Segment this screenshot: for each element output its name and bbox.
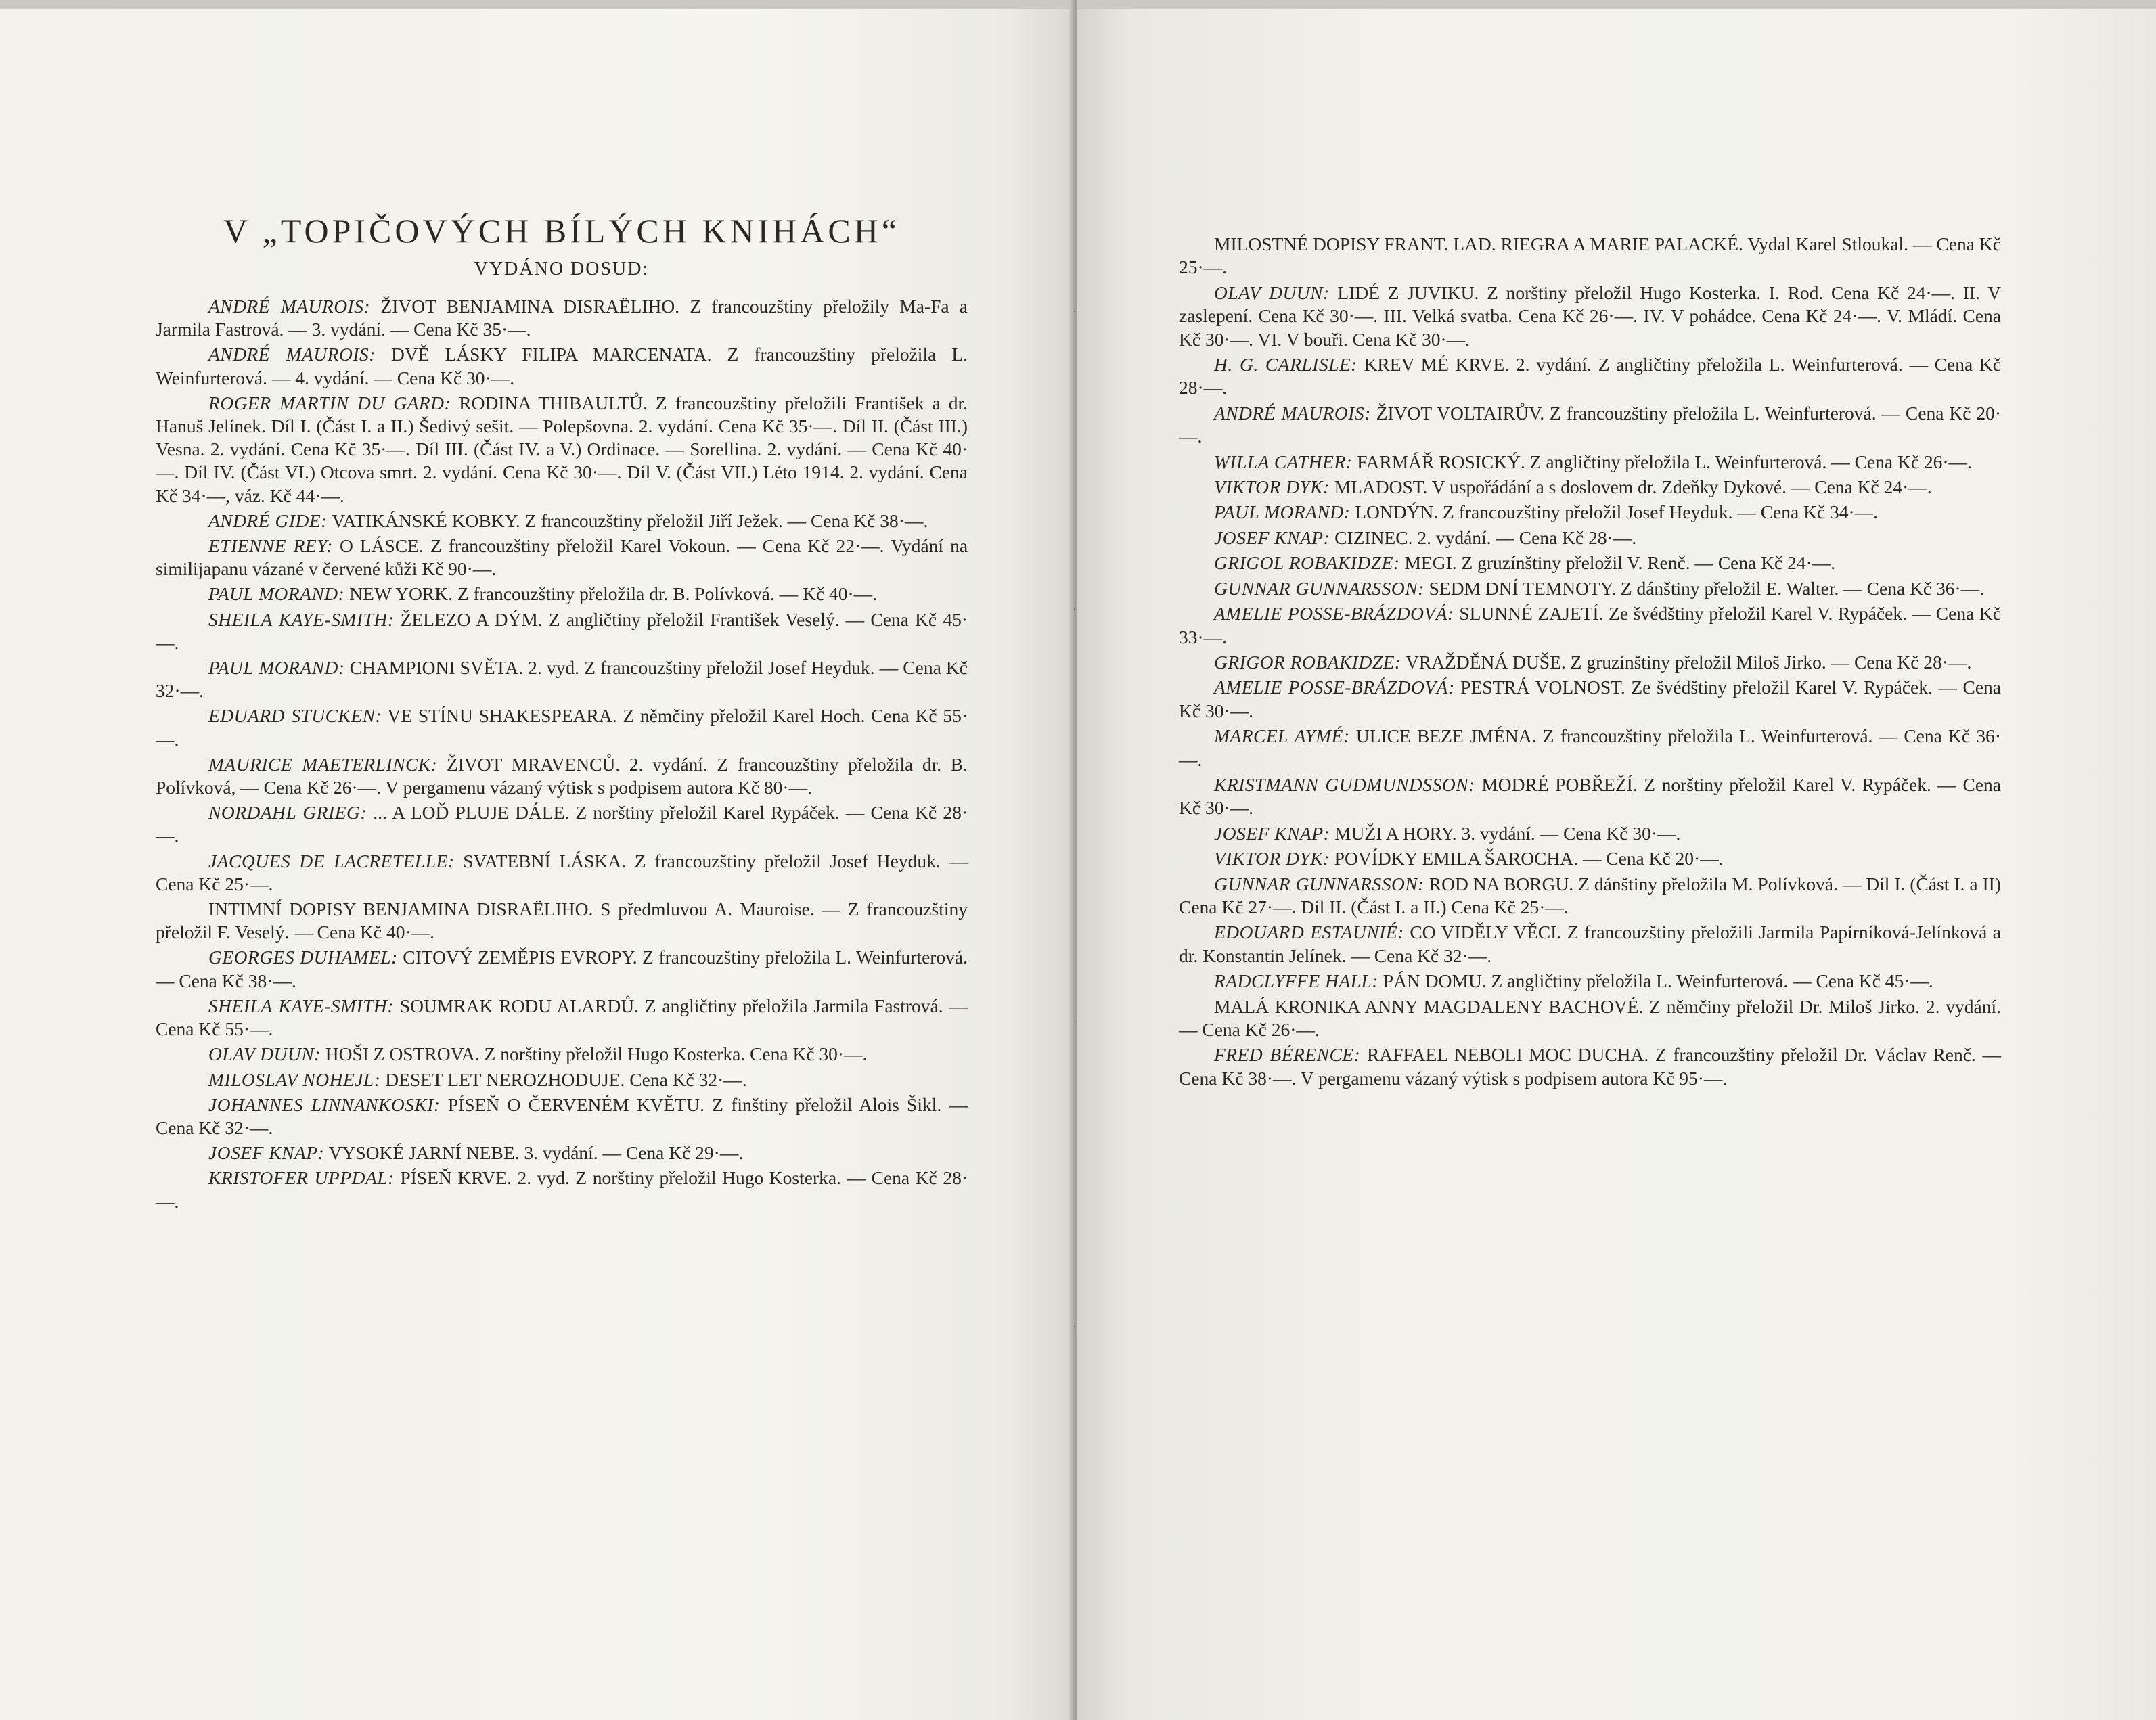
book-entry xyxy=(156,510,968,533)
book-entry xyxy=(1179,551,2001,574)
entry-author: FRED BÉRENCE: xyxy=(1214,1044,1361,1066)
book-entry xyxy=(156,1141,968,1164)
book-entry xyxy=(156,295,968,341)
book-entry xyxy=(1179,822,2001,845)
entry-text: ... A LOĎ PLUJE DÁLE. Z norštiny přeložil Karel Rypáček. — Cena Kč 28·—. xyxy=(156,802,968,846)
entry-text: FARMÁŘ ROSICKÝ. Z angličtiny přeložila L. Weinfurterová. — Cena Kč 26·—. xyxy=(1357,451,1972,472)
book-entry xyxy=(1179,501,2001,524)
entry-author: OLAV DUUN: xyxy=(208,1043,321,1065)
entry-text: MODRÉ POBŘEŽÍ. Z norštiny přeložil Karel V. Rypáček. — Cena Kč 30·—. xyxy=(1179,773,2002,819)
entry-text: ULICE BEZE JMÉNA. Z francouzštiny přeložila L. Weinfurterová. — Cena Kč 36·—. xyxy=(1179,725,2001,770)
entry-author: ANDRÉ GIDE: xyxy=(208,510,328,531)
book-entry xyxy=(156,995,968,1041)
entry-author: VIKTOR DYK: xyxy=(1214,476,1330,498)
binding-stitch: · xyxy=(1073,307,1077,317)
entry-text: HOŠI Z OSTROVA. Z norštiny přeložil Hugo Kosterka. Cena Kč 30·—. xyxy=(325,1043,868,1065)
book-entry xyxy=(156,898,968,944)
entry-text: ŽIVOT MRAVENCŮ. 2. vydání. Z francouzštiny přeložila dr. B. Polívková, — Cena Kč 26·—. V pergamenu vázaný výtisk s podpisem autora Kč 80·—. xyxy=(156,753,968,798)
entry-text: CHAMPIONI SVĚTA. 2. vyd. Z francouzštiny přeložil Josef Heyduk. — Cena Kč 32·—. xyxy=(156,657,968,702)
entry-author: KRISTOFER UPPDAL: xyxy=(208,1167,395,1189)
entry-text: DESET LET NEROZHODUJE. Cena Kč 32·—. xyxy=(385,1068,747,1090)
entry-author: ANDRÉ MAUROIS: xyxy=(208,344,376,365)
book-entry xyxy=(1179,451,2001,474)
entry-text: SLUNNÉ ZAJETÍ. Ze švédštiny přeložil Karel V. Rypáček. — Cena Kč 33·—. xyxy=(1179,603,2001,648)
book-entry xyxy=(1179,773,2001,820)
book-entry xyxy=(156,583,968,606)
book-entry xyxy=(1179,725,2001,771)
right-page xyxy=(1077,0,2156,1720)
entry-author: AMELIE POSSE-BRÁZDOVÁ: xyxy=(1214,677,1455,698)
entry-text: RAFFAEL NEBOLI MOC DUCHA. Z francouzštiny přeložil Dr. Václav Renč. — Cena Kč 38·—. V pergamenu vázaný výtisk s podpisem autora Kč 95·—. xyxy=(1179,1044,2002,1089)
entry-text: LIDÉ Z JUVIKU. Z norštiny přeložil Hugo Kosterka. I. Rod. Cena Kč 24·—. II. V zaslepení. Cena Kč 30·—. III. Velká svatba. Cena Kč 26·—. IV. V pohádce. Cena Kč 24·—. V. Mládí. Cena Kč 30·—. VI. V bouři. Cena Kč 30·—. xyxy=(1179,281,2001,350)
entry-text: POVÍDKY EMILA ŠAROCHA. — Cena Kč 20·—. xyxy=(1334,848,1724,869)
entry-author: H. G. CARLISLE: xyxy=(1214,354,1357,376)
entry-text: MALÁ KRONIKA ANNY MAGDALENY BACHOVÉ. Z němčiny přeložil Dr. Miloš Jirko. 2. vydání. — Cena Kč 26·—. xyxy=(1179,995,2001,1040)
entry-text: SOUMRAK RODU ALARDŮ. Z angličtiny přeložila Jarmila Fastrová. — Cena Kč 55·—. xyxy=(156,995,968,1040)
left-text-block xyxy=(156,211,968,1215)
entry-text: CO VIDĚLY VĚCI. Z francouzštiny přeložili Jarmila Papírníková-Jelínková a dr. Konstantin Jelínek. — Cena Kč 32·—. xyxy=(1179,922,2002,966)
entry-text: DVĚ LÁSKY FILIPA MARCENATA. Z francouzštiny přeložila L. Weinfurterová. — 4. vydání. — Cena Kč 30·—. xyxy=(156,344,968,388)
entry-text: VATIKÁNSKÉ KOBKY. Z francouzštiny přeložil Jiří Ježek. — Cena Kč 38·—. xyxy=(332,510,928,531)
page-edge xyxy=(0,0,1073,9)
entry-author: RADCLYFFE HALL: xyxy=(1214,970,1379,992)
entry-author: OLAV DUUN: xyxy=(1214,281,1330,303)
entry-text: VRAŽDĚNÁ DUŠE. Z gruzínštiny přeložil Miloš Jirko. — Cena Kč 28·—. xyxy=(1405,651,1972,673)
entry-text: LONDÝN. Z francouzštiny přeložil Josef Heyduk. — Cena Kč 34·—. xyxy=(1355,501,1879,523)
entry-text: KREV MÉ KRVE. 2. vydání. Z angličtiny přeložila L. Weinfurterová. — Cena Kč 28·—. xyxy=(1179,354,2001,399)
book-entry xyxy=(1179,402,2001,449)
entry-text: CIZINEC. 2. vydání. — Cena Kč 28·—. xyxy=(1334,526,1637,548)
entry-author: JOSEF KNAP: xyxy=(1214,526,1330,548)
book-entry xyxy=(156,392,968,507)
entry-author: ANDRÉ MAUROIS: xyxy=(1214,402,1371,424)
binding-stitch: · xyxy=(1073,605,1077,615)
entry-text: RODINA THIBAULTŮ. Z francouzštiny přeložili František a dr. Hanuš Jelínek. Díl I. (Část I. a II.) Šedivý sešit. — Polepšovna. 2. vydání. Cena Kč 35·—. Díl II. (Část III.) Vesna. 2. vydání. Cena Kč 35·—. Díl III. (Část IV. a V.) Ordinace. — Sorellina. 2. vydání. — Cena Kč 40·—. Díl IV. (Část VI.) Otcova smrt. 2. vydání. Cena Kč 30·—. Díl V. (Část VII.) Léto 1914. 2. vydání. Cena Kč 34·—, váz. Kč 44·—. xyxy=(156,392,968,506)
entry-author: EDUARD STUCKEN: xyxy=(208,705,382,727)
entry-author: JOSEF KNAP: xyxy=(208,1142,325,1164)
entry-text: ŽELEZO A DÝM. Z angličtiny přeložil František Veselý. — Cena Kč 45·—. xyxy=(156,608,968,653)
book-entry xyxy=(1179,676,2001,723)
book-entry xyxy=(1179,921,2001,968)
book-entry xyxy=(156,535,968,581)
entry-author: AMELIE POSSE-BRÁZDOVÁ: xyxy=(1214,603,1454,625)
book-entry xyxy=(1179,651,2001,674)
book-entry xyxy=(156,753,968,799)
entry-author: SHEILA KAYE-SMITH: xyxy=(208,995,395,1016)
book-entry xyxy=(1179,476,2001,499)
entry-text: MILOSTNÉ DOPISY FRANT. LAD. RIEGRA A MARIE PALACKÉ. Vydal Karel Stloukal. — Cena Kč 25·—. xyxy=(1179,233,2001,278)
book-entry xyxy=(156,850,968,896)
entry-author: PAUL MORAND: xyxy=(208,657,345,679)
left-page xyxy=(0,0,1073,1720)
entry-text: INTIMNÍ DOPISY BENJAMINA DISRAËLIHO. S předmluvou A. Mauroise. — Z francouzštiny přeložil F. Veselý. — Cena Kč 40·—. xyxy=(156,899,968,943)
right-entry-list xyxy=(1179,233,2001,1090)
entry-author: JOSEF KNAP: xyxy=(1214,822,1330,844)
entry-author: SHEILA KAYE-SMITH: xyxy=(208,608,395,630)
book-entry xyxy=(1179,995,2001,1042)
book-entry xyxy=(1179,1043,2001,1090)
entry-author: ROGER MARTIN DU GARD: xyxy=(208,392,451,413)
entry-text: ŽIVOT BENJAMINA DISRAËLIHO. Z francouzštiny přeložily Ma-Fa a Jarmila Fastrová. — 3. vydání. — Cena Kč 35·—. xyxy=(156,296,968,340)
entry-author: JACQUES DE LACRETELLE: xyxy=(208,850,455,872)
book-entry xyxy=(156,1093,968,1139)
entry-author: GUNNAR GUNNARSSON: xyxy=(1214,577,1424,599)
book-entry xyxy=(156,1043,968,1066)
entry-author: EDOUARD ESTAUNIÉ: xyxy=(1214,922,1404,943)
catalog-title: V „TOPIČOVÝCH BÍLÝCH KNIHÁCH“ xyxy=(223,212,901,250)
entry-author: ETIENNE REY: xyxy=(208,535,333,557)
entry-text: VYSOKÉ JARNÍ NEBE. 3. vydání. — Cena Kč 29·—. xyxy=(328,1142,744,1164)
entry-author: PAUL MORAND: xyxy=(1214,501,1351,523)
entry-author: ANDRÉ MAUROIS: xyxy=(208,296,371,317)
entry-author: GEORGES DUHAMEL: xyxy=(208,947,398,968)
book-entry xyxy=(1179,526,2001,549)
entry-text: CITOVÝ ZEMĚPIS EVROPY. Z francouzštiny přeložila L. Weinfurterová. — Cena Kč 38·—. xyxy=(156,947,968,991)
entry-text: PÍSEŇ KRVE. 2. vyd. Z norštiny přeložil Hugo Kosterka. — Cena Kč 28·—. xyxy=(156,1167,968,1212)
entry-author: GRIGOL ROBAKIDZE: xyxy=(1214,552,1400,574)
right-text-block xyxy=(1179,218,2001,1092)
entry-text: O LÁSCE. Z francouzštiny přeložil Karel Vokoun. — Cena Kč 22·—. Vydání na similijapanu vázané v červené kůži Kč 90·—. xyxy=(156,535,968,580)
book-entry xyxy=(1179,281,2001,351)
entry-text: VE STÍNU SHAKESPEARA. Z němčiny přeložil Karel Hoch. Cena Kč 55·—. xyxy=(156,705,968,750)
entry-author: KRISTMANN GUDMUNDSSON: xyxy=(1214,773,1475,795)
entry-author: PAUL MORAND: xyxy=(208,583,345,605)
binding-stitch: · xyxy=(1073,1018,1077,1028)
entry-text: MUŽI A HORY. 3. vydání. — Cena Kč 30·—. xyxy=(1334,822,1681,844)
entry-author: GUNNAR GUNNARSSON: xyxy=(1214,873,1424,895)
page-edge xyxy=(1077,0,2156,9)
entry-text: PESTRÁ VOLNOST. Ze švédštiny přeložil Karel V. Rypáček. — Cena Kč 30·—. xyxy=(1179,677,2002,721)
entry-author: MILOSLAV NOHEJL: xyxy=(208,1068,381,1090)
book-entry xyxy=(156,946,968,992)
entry-text: ŽIVOT VOLTAIRŮV. Z francouzštiny přeložila L. Weinfurterová. — Cena Kč 20·—. xyxy=(1179,402,2001,447)
entry-author: MARCEL AYMÉ: xyxy=(1214,725,1350,747)
left-entry-list xyxy=(156,295,968,1213)
entry-author: WILLA CATHER: xyxy=(1214,451,1353,472)
entry-text: PÍSEŇ O ČERVENÉM KVĚTU. Z finštiny přeložil Alois Šikl. — Cena Kč 32·—. xyxy=(156,1093,968,1138)
entry-author: GRIGOR ROBAKIDZE: xyxy=(1214,651,1401,673)
book-entry xyxy=(156,1068,968,1091)
catalog-subtitle: VYDÁNO DOSUD: xyxy=(474,258,650,279)
book-entry xyxy=(156,1167,968,1213)
entry-text: ROD NA BORGU. Z dánštiny přeložila M. Polívková. — Díl I. (Část I. a II) Cena Kč 27·—. Díl II. (Část I. a II.) Cena Kč 25·—. xyxy=(1179,873,2001,918)
book-entry xyxy=(156,801,968,847)
entry-text: PÁN DOMU. Z angličtiny přeložila L. Weinfurterová. — Cena Kč 45·—. xyxy=(1383,970,1933,992)
entry-author: MAURICE MAETERLINCK: xyxy=(208,753,438,775)
book-entry xyxy=(156,704,968,750)
book-entry xyxy=(1179,602,2001,649)
catalog-header xyxy=(156,211,968,280)
book-entry xyxy=(1179,353,2001,400)
book-entry xyxy=(156,343,968,389)
binding-stitch: · xyxy=(1073,1322,1077,1332)
entry-author: NORDAHL GRIEG: xyxy=(208,802,367,823)
entry-text: SEDM DNÍ TEMNOTY. Z dánštiny přeložil E. Walter. — Cena Kč 36·—. xyxy=(1429,577,1985,599)
book-entry xyxy=(156,608,968,654)
book-entry xyxy=(156,656,968,702)
entry-text: MEGI. Z gruzínštiny přeložil V. Renč. — Cena Kč 24·—. xyxy=(1404,552,1836,574)
book-entry xyxy=(1179,233,2001,279)
entry-text: MLADOST. V uspořádání a s doslovem dr. Zdeňky Dykové. — Cena Kč 24·—. xyxy=(1334,476,1932,498)
entry-author: JOHANNES LINNANKOSKI: xyxy=(208,1093,441,1115)
entry-text: SVATEBNÍ LÁSKA. Z francouzštiny přeložil Josef Heyduk. — Cena Kč 25·—. xyxy=(156,850,968,895)
book-entry xyxy=(1179,970,2001,993)
entry-text: NEW YORK. Z francouzštiny přeložila dr. B. Polívková. — Kč 40·—. xyxy=(349,583,877,605)
book-entry xyxy=(1179,577,2001,600)
book-entry xyxy=(1179,873,2001,920)
entry-author: VIKTOR DYK: xyxy=(1214,848,1330,869)
book-entry xyxy=(1179,847,2001,870)
